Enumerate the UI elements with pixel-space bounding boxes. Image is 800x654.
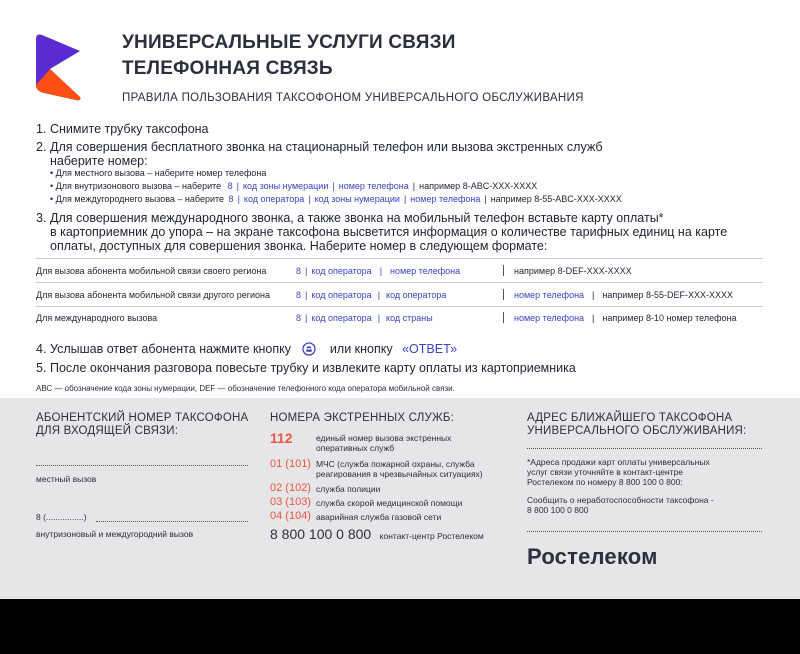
step-4	[36, 342, 457, 356]
step-number: 4.	[36, 342, 47, 356]
operator-code: код оператора	[243, 194, 305, 204]
info-line: услуг связи уточняйте в контакт-центре	[527, 467, 684, 477]
operator-code: код оператора	[386, 290, 447, 300]
emergency-numbers-title: НОМЕРА ЭКСТРЕННЫХ СЛУЖБ:	[270, 412, 454, 424]
desc-line: оперативных служб	[316, 443, 395, 453]
title-line-1: УНИВЕРСАЛЬНЫЕ УСЛУГИ СВЯЗИ	[122, 32, 456, 53]
example: например 8-55-DEF-XXX-XXXX	[602, 290, 733, 300]
table-row-codes: 8 | код оператора | код оператора	[296, 290, 447, 300]
row-label: Для международного вызова	[36, 313, 158, 323]
emergency-code-03: 03 (103)	[270, 496, 311, 508]
incoming-number-title	[36, 412, 248, 438]
fill-in-line	[36, 465, 248, 466]
operator-code: код оператора	[311, 313, 372, 323]
example: например 8-55-ABC-XXX-XXXX	[490, 194, 622, 204]
intrazone-call-rule: • Для внутризонового вызова – наберите 8 | код зоны нумерации | номер телефона | например 8-ABC-XXX-XXXX	[50, 181, 538, 191]
step-number: 1.	[36, 122, 47, 136]
table-row	[36, 290, 270, 300]
operator-code: код оператора	[311, 266, 372, 276]
column-divider	[503, 312, 504, 323]
table-row	[36, 266, 266, 276]
emergency-desc-01	[316, 459, 483, 479]
phone-number: номер телефона	[514, 290, 585, 300]
desc-line: реагирования в чрезвычайных ситуациях)	[316, 469, 483, 479]
row-label: Для вызова абонента мобильной связи своего региона	[36, 266, 267, 276]
info-line: Сообщить о неработоспособности таксофона -	[527, 495, 714, 505]
step-text: Снимите трубку таксофона	[50, 122, 209, 136]
step-text: наберите номер:	[50, 154, 148, 168]
table-divider	[36, 258, 763, 259]
step-number: 2.	[36, 140, 47, 154]
desc-line: МЧС (служба пожарной охраны, служба	[316, 459, 475, 469]
phone-number: номер телефона	[514, 313, 585, 323]
local-call-label: местный вызов	[36, 474, 97, 484]
title-line: АБОНЕНТСКИЙ НОМЕР ТАКСОФОНА	[36, 412, 249, 424]
brand-wordmark: Ростелеком	[527, 544, 658, 569]
intrazone-call-label: внутризоновый и междугородний вызов	[36, 529, 194, 539]
local-call-rule: • Для местного вызова – наберите номер телефона	[50, 168, 267, 178]
fill-in-line	[96, 521, 248, 522]
emergency-desc-04: аварийная служба газовой сети	[316, 512, 442, 522]
step-text: После окончания разговора повесьте трубку и извлеките карту оплаты из картоприемника	[50, 361, 576, 375]
emergency-code-04: 04 (104)	[270, 510, 311, 522]
operator-code: код оператора	[311, 290, 372, 300]
prefix-8: 8	[227, 181, 233, 191]
table-row-phone: номер телефона | например 8-55-DEF-XXX-XXXX	[514, 290, 733, 300]
info-line: 8 800 100 0 800	[527, 505, 589, 515]
step-5	[36, 361, 576, 375]
title-line: АДРЕС БЛИЖАЙШЕГО ТАКСОФОНА	[527, 412, 733, 424]
prefix-8: 8	[296, 266, 302, 276]
longdistance-call-rule: • Для междугороднего вызова – наберите 8 | код оператора | код зоны нумерации | номер телефона | например 8-55-ABC-XXX-XXXX	[50, 194, 622, 204]
step-number: 5.	[36, 361, 47, 375]
rule-label: • Для внутризонового вызова – наберите	[50, 181, 222, 191]
row-label: Для вызова абонента мобильной связи другого региона	[36, 290, 270, 300]
fill-in-line	[527, 531, 762, 532]
nearest-phone-title	[527, 412, 746, 438]
emergency-code-02: 02 (102)	[270, 482, 311, 494]
step-1	[36, 122, 209, 136]
emergency-desc-112	[316, 433, 451, 453]
title-line: УНИВЕРСАЛЬНОГО ОБСЛУЖИВАНИЯ:	[527, 425, 747, 437]
answer-label: «ОТВЕТ»	[402, 342, 458, 356]
prefix-8: 8	[296, 313, 302, 323]
title-line: ДЛЯ ВХОДЯЩЕЙ СВЯЗИ:	[36, 425, 179, 437]
example: например 8-DEF-XXX-XXXX	[514, 266, 632, 276]
step-3	[36, 211, 727, 253]
step-2	[36, 140, 603, 168]
column-divider	[503, 265, 504, 276]
footnote: АВС — обозначение кода зоны нумерации, DEF — обозначение телефонного кода оператора мобильной связи.	[36, 384, 455, 393]
column-divider	[503, 289, 504, 300]
step-text: оплаты, доступных для совершения звонка. Наберите номер в следующем формате:	[50, 239, 548, 253]
rule-label: • Для междугороднего вызова – наберите	[50, 194, 225, 204]
subtitle: ПРАВИЛА ПОЛЬЗОВАНИЯ ТАКСОФОНОМ УНИВЕРСАЛЬНОГО ОБСЛУЖИВАНИЯ	[122, 92, 584, 104]
title-line-2: ТЕЛЕФОННАЯ СВЯЗЬ	[122, 58, 333, 79]
step-text: в картоприемник до упора – на экране таксофона высветится информация о количестве тарифных единиц на карте	[50, 225, 728, 239]
table-divider	[36, 306, 763, 307]
table-row	[36, 313, 157, 323]
contact-number: 8 800 100 0 800	[270, 526, 372, 542]
prefix-8: 8	[296, 290, 302, 300]
emergency-code-01: 01 (101)	[270, 458, 311, 470]
info-line: Ростелеком по номеру 8 800 100 0 800:	[527, 477, 683, 487]
answer-button-icon	[302, 342, 316, 356]
step-number: 3.	[36, 211, 47, 225]
phone-number: номер телефона	[410, 194, 481, 204]
emergency-code-112: 112	[270, 430, 293, 446]
rostelecom-logo-icon	[36, 33, 82, 101]
example: например 8-ABC-XXX-XXXX	[419, 181, 538, 191]
fault-report-info	[527, 495, 714, 515]
fill-in-line	[527, 448, 762, 449]
table-row-phone: номер телефона | например 8-10 номер телефона	[514, 313, 737, 323]
step-text: или кнопку	[329, 342, 393, 356]
country-code: код страны	[386, 313, 433, 323]
contact-label: контакт-центр Ростелеком	[379, 531, 484, 541]
info-line: *Адреса продажи карт оплаты универсальных	[527, 457, 710, 467]
table-divider	[36, 282, 763, 283]
contact-center	[270, 526, 484, 544]
phone-number: номер телефона	[390, 266, 461, 276]
zone-code: код зоны нумерации	[314, 194, 400, 204]
table-row-codes: 8 | код оператора | номер телефона	[296, 266, 461, 276]
emergency-desc-02: служба полиции	[316, 484, 381, 494]
zone-code: код зоны нумерации	[243, 181, 329, 191]
phone-number: номер телефона	[338, 181, 409, 191]
step-text: Для совершения бесплатного звонка на стационарный телефон или вызова экстренных служб	[50, 140, 603, 154]
prefix-8: 8	[228, 194, 234, 204]
step-text: Для совершения международного звонка, а также звонка на мобильный телефон вставьте карту оплаты*	[50, 211, 664, 225]
area-code-prefix: 8 (................)	[36, 512, 87, 522]
card-sales-info	[527, 457, 710, 487]
desc-line: единый номер вызова экстренных	[316, 433, 452, 443]
footer-panel	[0, 398, 800, 599]
emergency-desc-03: служба скорой медицинской помощи	[316, 498, 463, 508]
step-text: Услышав ответ абонента нажмите кнопку	[50, 342, 291, 356]
table-row-codes: 8 | код оператора | код страны	[296, 313, 433, 323]
example: например 8-10 номер телефона	[602, 313, 737, 323]
